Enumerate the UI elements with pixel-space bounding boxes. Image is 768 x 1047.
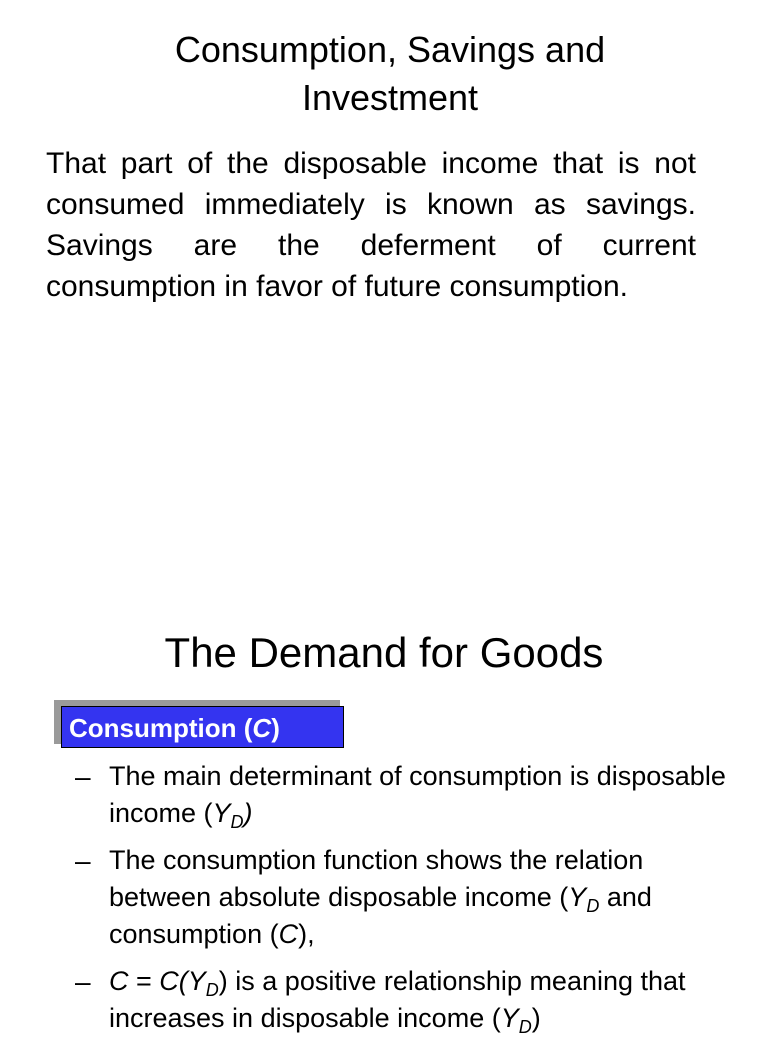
consumption-label	[61, 706, 344, 748]
list-item	[0, 963, 768, 1037]
slide-savings	[0, 0, 768, 400]
bullet-list	[0, 758, 768, 1047]
equals: =	[128, 966, 160, 996]
label-var: C	[252, 713, 272, 743]
dash-marker: –	[75, 845, 91, 876]
open-paren: (	[178, 966, 188, 996]
var-c-fn: C	[159, 966, 179, 996]
label-text: Consumption (	[69, 713, 253, 743]
close-paren: )	[243, 798, 253, 828]
subscript-d: D	[586, 896, 600, 916]
subscript-d: D	[230, 812, 244, 832]
bullet-3-text: ) is a positive relationship meaning that increases in disposable income (	[109, 966, 686, 1033]
close-paren: )	[531, 1003, 541, 1033]
subscript-d: D	[205, 980, 219, 1000]
bullet-text	[109, 963, 739, 1037]
var-y: Y	[568, 882, 587, 912]
title-line-1: Consumption, Savings and	[174, 29, 606, 70]
label-close: )	[271, 713, 280, 743]
bullet-text	[109, 842, 739, 953]
slide-title	[0, 26, 768, 122]
list-item	[0, 758, 768, 832]
dash-marker: –	[75, 966, 91, 997]
var-c: C	[278, 919, 299, 949]
var-y: Y	[500, 1003, 519, 1033]
title-line-2: Investment	[301, 77, 479, 118]
var-y: Y	[212, 798, 231, 828]
dash-marker: –	[75, 761, 91, 792]
bullet-2-end: ),	[298, 919, 315, 949]
savings-paragraph: That part of the disposable income that is not consumed immediately is known as savings. Savings are the deferment of current consumption in favor of future consumption.	[46, 147, 696, 303]
bullet-1-text: The main determinant of consumption is disposable income (	[109, 761, 726, 828]
bullet-text	[109, 758, 739, 832]
slide-demand-for-goods	[0, 620, 768, 1037]
var-y: Y	[187, 966, 206, 996]
bullet-2-mid: and consumption (	[109, 882, 652, 949]
list-item	[0, 842, 768, 953]
var-c: C	[109, 966, 129, 996]
subscript-d: D	[518, 1017, 532, 1037]
slide-title: The Demand for Goods	[164, 629, 604, 676]
bullet-2-text: The consumption function shows the relation between absolute disposable income (	[109, 845, 644, 912]
